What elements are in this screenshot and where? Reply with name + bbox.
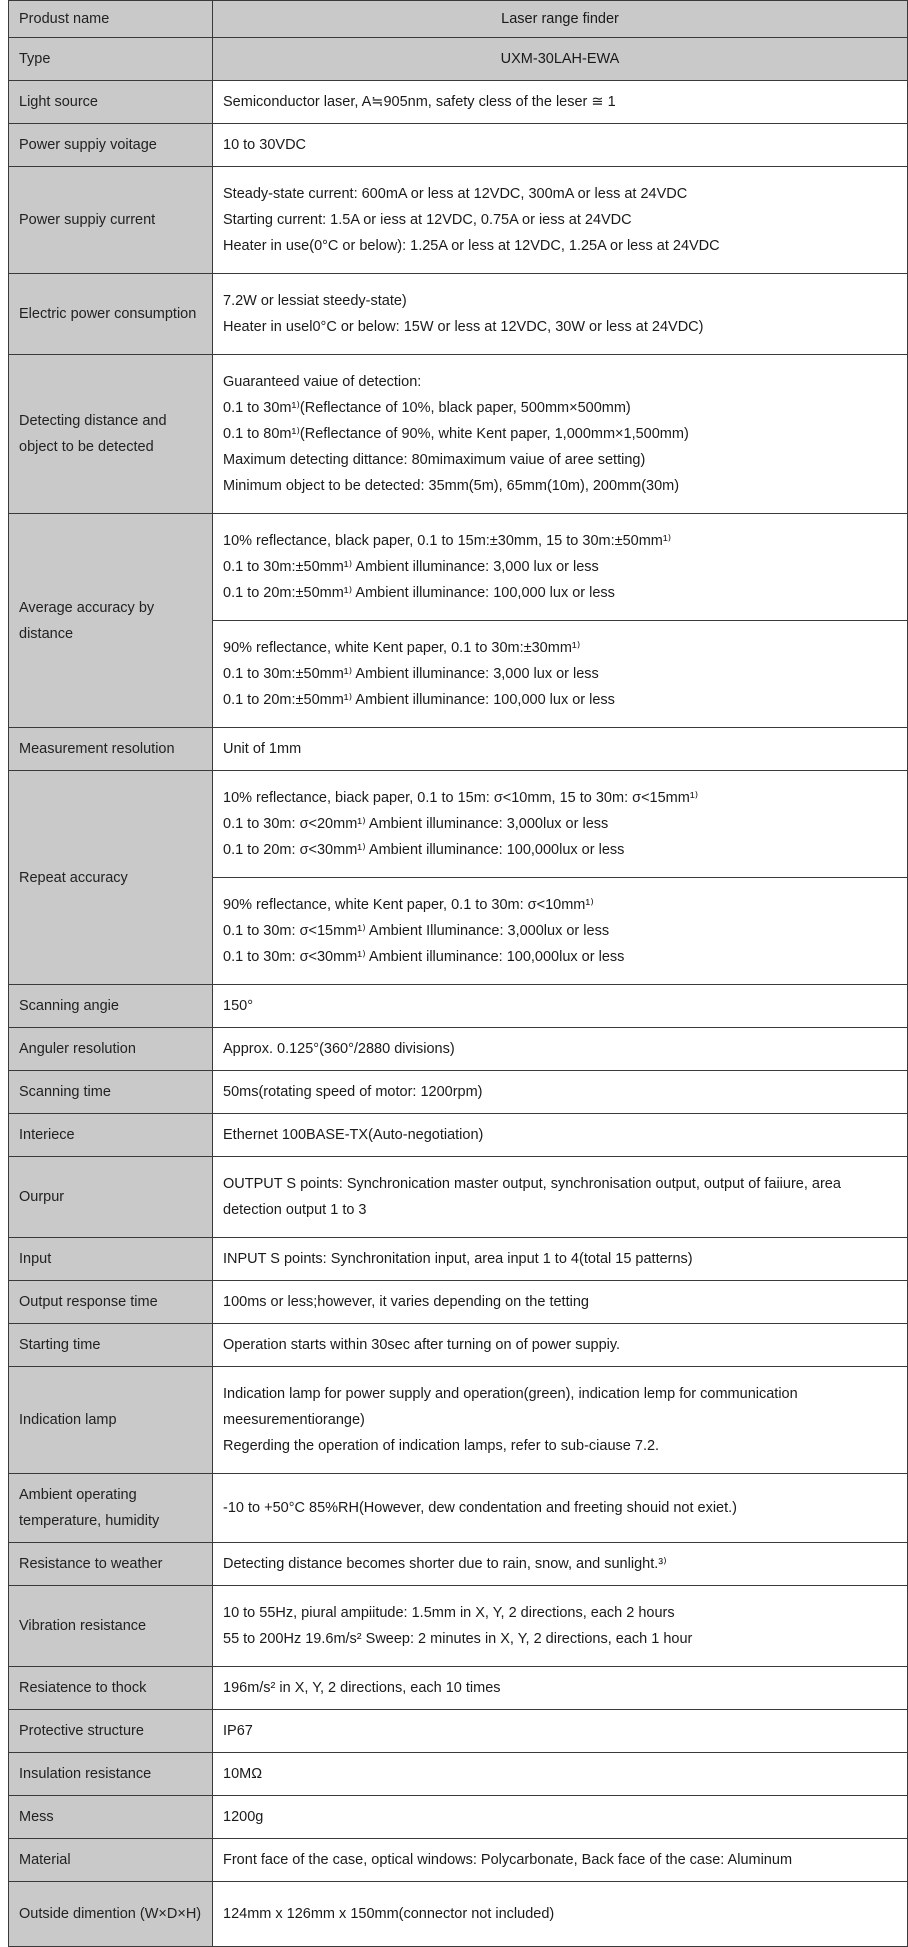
spec-value: [213, 355, 908, 514]
spec-value: [213, 985, 908, 1028]
spec-label: Output response time: [9, 1281, 213, 1324]
spec-value: [213, 1, 908, 38]
spec-value: [213, 1839, 908, 1882]
spec-value-line: OUTPUT S points: Synchronication master output, synchronisation output, output of faiiure, area: [223, 1176, 841, 1192]
spec-value: [213, 1667, 908, 1710]
spec-row-repeat-accuracy: [9, 771, 908, 878]
spec-value: [213, 1157, 908, 1238]
spec-value: [213, 1028, 908, 1071]
spec-value-line: 0.1 to 20m: σ<30mm¹⁾ Ambient illuminance: 100,000lux or less: [223, 842, 625, 858]
spec-row-anguler-resolution: [9, 1028, 908, 1071]
spec-label: Material: [9, 1839, 213, 1882]
spec-label: Resistance to weather: [9, 1543, 213, 1586]
spec-label: Outside dimention (W×D×H): [9, 1882, 213, 1947]
spec-value-line: detection output 1 to 3: [223, 1202, 367, 1218]
spec-value: [213, 81, 908, 124]
spec-label: Insulation resistance: [9, 1753, 213, 1796]
spec-value-line: 150°: [223, 998, 253, 1014]
spec-label: Electric power consumption: [9, 274, 213, 355]
spec-value-line: Heater in usel0°C or below: 15W or less at 12VDC, 30W or less at 24VDC): [223, 319, 704, 335]
spec-label: Power suppiy current: [9, 167, 213, 274]
spec-label: Input: [9, 1238, 213, 1281]
spec-value-line: Guaranteed vaiue of detection:: [223, 374, 422, 390]
spec-value-line: Starting current: 1.5A or iess at 12VDC, 0.75A or iess at 24VDC: [223, 212, 632, 228]
spec-row-mess: [9, 1796, 908, 1839]
spec-value: [213, 167, 908, 274]
spec-value: [213, 514, 908, 621]
spec-value-line: 124mm x 126mm x 150mm(connector not included): [223, 1906, 555, 1922]
spec-row-scanning-angie: [9, 985, 908, 1028]
spec-value-line: Laser range finder: [501, 11, 619, 27]
spec-row-power-suppiy-current: [9, 167, 908, 274]
spec-value: [213, 1796, 908, 1839]
spec-value-line: Regerding the operation of indication lamps, refer to sub-ciause 7.2.: [223, 1438, 660, 1454]
spec-value-line: INPUT S points: Synchronitation input, area input 1 to 4(total 15 patterns): [223, 1251, 693, 1267]
spec-row-protective-structure: [9, 1710, 908, 1753]
spec-value-line: 0.1 to 30m:±50mm¹⁾ Ambient illuminance: 3,000 lux or less: [223, 666, 599, 682]
spec-table: [8, 0, 908, 1947]
spec-label: Ourpur: [9, 1157, 213, 1238]
spec-value-line: Minimum object to be detected: 35mm(5m), 65mm(10m), 200mm(30m): [223, 478, 680, 494]
spec-row-measurement-resolution: [9, 728, 908, 771]
spec-value-line: 0.1 to 80m¹⁾(Reflectance of 90%, white Kent paper, 1,000mm×1,500mm): [223, 426, 689, 442]
spec-row-interiece: [9, 1114, 908, 1157]
spec-row-resistance-to-weather: [9, 1543, 908, 1586]
spec-value-line: 10 to 30VDC: [223, 137, 307, 153]
spec-value-line: 100ms or less;however, it varies depending on the tetting: [223, 1294, 589, 1310]
spec-value-line: 0.1 to 30m¹⁾(Reflectance of 10%, black paper, 500mm×500mm): [223, 400, 631, 416]
spec-label: Light source: [9, 81, 213, 124]
spec-value: [213, 621, 908, 728]
spec-value-line: 0.1 to 30m: σ<15mm¹⁾ Ambient Illuminance: 3,000lux or less: [223, 923, 610, 939]
spec-label: Repeat accuracy: [9, 771, 213, 985]
spec-row-ourpur: [9, 1157, 908, 1238]
spec-label: Detecting distance and object to be detected: [9, 355, 213, 514]
spec-value-line: 50ms(rotating speed of motor: 1200rpm): [223, 1084, 483, 1100]
spec-value: [213, 1882, 908, 1947]
spec-value-line: 1200g: [223, 1809, 264, 1825]
spec-row-ambient-operating-temperature-humidity: [9, 1474, 908, 1543]
spec-row-electric-power-consumption: [9, 274, 908, 355]
spec-value-line: 90% reflectance, white Kent paper, 0.1 to 30m:±30mm¹⁾: [223, 640, 581, 656]
spec-value: [213, 771, 908, 878]
spec-row-insulation-resistance: [9, 1753, 908, 1796]
spec-row-input: [9, 1238, 908, 1281]
spec-value: [213, 1586, 908, 1667]
spec-value-line: Ethernet 100BASE-TX(Auto-negotiation): [223, 1127, 484, 1143]
spec-row-outside-dimention-w-d-h: [9, 1882, 908, 1947]
spec-value-line: IP67: [223, 1723, 253, 1739]
spec-row-scanning-time: [9, 1071, 908, 1114]
spec-row-resiatence-to-thock: [9, 1667, 908, 1710]
spec-value-line: 0.1 to 20m:±50mm¹⁾ Ambient illuminance: 100,000 lux or less: [223, 585, 615, 601]
spec-value: [213, 1324, 908, 1367]
spec-value: [213, 274, 908, 355]
spec-value-line: 0.1 to 30m:±50mm¹⁾ Ambient illuminance: 3,000 lux or less: [223, 559, 599, 575]
spec-value-line: Indication lamp for power supply and operation(green), indication lemp for communication: [223, 1386, 798, 1402]
spec-value: [213, 878, 908, 985]
spec-label: Measurement resolution: [9, 728, 213, 771]
spec-row-type: [9, 38, 908, 81]
spec-value: [213, 1367, 908, 1474]
spec-row-produst-name: [9, 1, 908, 38]
spec-label: Protective structure: [9, 1710, 213, 1753]
spec-label: Scanning angie: [9, 985, 213, 1028]
spec-value: [213, 1071, 908, 1114]
spec-label: Anguler resolution: [9, 1028, 213, 1071]
spec-value-line: 90% reflectance, white Kent paper, 0.1 to 30m: σ<10mm¹⁾: [223, 897, 594, 913]
spec-label: Starting time: [9, 1324, 213, 1367]
spec-label: Scanning time: [9, 1071, 213, 1114]
spec-value-line: Approx. 0.125°(360°/2880 divisions): [223, 1041, 455, 1057]
spec-value-line: Maximum detecting dittance: 80mimaximum vaiue of aree setting): [223, 452, 646, 468]
spec-value: [213, 1543, 908, 1586]
spec-value-line: 0.1 to 30m: σ<30mm¹⁾ Ambient illuminance: 100,000lux or less: [223, 949, 625, 965]
spec-value-line: 0.1 to 30m: σ<20mm¹⁾ Ambient illuminance: 3,000lux or less: [223, 816, 609, 832]
spec-value: [213, 38, 908, 81]
spec-value: [213, 728, 908, 771]
spec-value-line: 10% reflectance, biack paper, 0.1 to 15m: σ<10mm, 15 to 30m: σ<15mm¹⁾: [223, 790, 699, 806]
spec-row-detecting-distance-and-object-to-be-dete: [9, 355, 908, 514]
spec-value: [213, 1281, 908, 1324]
spec-label: Power suppiy voitage: [9, 124, 213, 167]
spec-value-line: 196m/s² in X, Y, 2 directions, each 10 times: [223, 1680, 501, 1696]
spec-label: Resiatence to thock: [9, 1667, 213, 1710]
spec-value-line: Detecting distance becomes shorter due to rain, snow, and sunlight.³⁾: [223, 1556, 667, 1572]
spec-label: Indication lamp: [9, 1367, 213, 1474]
spec-value-line: Semiconductor laser, A≒905nm, safety cless of the leser ≅ 1: [223, 94, 616, 110]
spec-value: [213, 1114, 908, 1157]
spec-label: Vibration resistance: [9, 1586, 213, 1667]
spec-value: [213, 1710, 908, 1753]
spec-value-line: Unit of 1mm: [223, 741, 302, 757]
spec-label: Average accuracy by distance: [9, 514, 213, 728]
spec-label: Mess: [9, 1796, 213, 1839]
spec-value: [213, 1238, 908, 1281]
spec-value-line: -10 to +50°C 85%RH(However, dew condentation and freeting shouid not exiet.): [223, 1500, 738, 1516]
spec-label: Type: [9, 38, 213, 81]
spec-value-line: 10 to 55Hz, piural ampiitude: 1.5mm in X, Y, 2 directions, each 2 hours: [223, 1605, 675, 1621]
spec-label: Interiece: [9, 1114, 213, 1157]
spec-row-average-accuracy-by-distance: [9, 514, 908, 621]
spec-value-line: 0.1 to 20m:±50mm¹⁾ Ambient illuminance: 100,000 lux or less: [223, 692, 615, 708]
spec-value-line: Operation starts within 30sec after turning on of power suppiy.: [223, 1337, 621, 1353]
spec-value-line: 10% reflectance, black paper, 0.1 to 15m:±30mm, 15 to 30m:±50mm¹⁾: [223, 533, 672, 549]
spec-value-line: 7.2W or lessiat steedy-state): [223, 293, 407, 309]
spec-row-indication-lamp: [9, 1367, 908, 1474]
spec-row-vibration-resistance: [9, 1586, 908, 1667]
spec-row-output-response-time: [9, 1281, 908, 1324]
spec-value-line: Front face of the case, optical windows: Polycarbonate, Back face of the case: Aluminum: [223, 1852, 793, 1868]
spec-value: [213, 1474, 908, 1543]
spec-value-line: UXM-30LAH-EWA: [500, 51, 620, 67]
spec-row-light-source: [9, 81, 908, 124]
spec-row-starting-time: [9, 1324, 908, 1367]
spec-row-power-suppiy-voitage: [9, 124, 908, 167]
spec-label: Produst name: [9, 1, 213, 38]
spec-value: [213, 1753, 908, 1796]
spec-value: [213, 124, 908, 167]
spec-value-line: 10MΩ: [223, 1766, 263, 1782]
spec-value-line: meesurementiorange): [223, 1412, 365, 1428]
spec-value-line: Heater in use(0°C or below): 1.25A or less at 12VDC, 1.25A or less at 24VDC: [223, 238, 720, 254]
spec-value-line: 55 to 200Hz 19.6m/s² Sweep: 2 minutes in X, Y, 2 directions, each 1 hour: [223, 1631, 693, 1647]
spec-row-material: [9, 1839, 908, 1882]
spec-value-line: Steady-state current: 600mA or less at 12VDC, 300mA or less at 24VDC: [223, 186, 688, 202]
spec-label: Ambient operating temperature, humidity: [9, 1474, 213, 1543]
